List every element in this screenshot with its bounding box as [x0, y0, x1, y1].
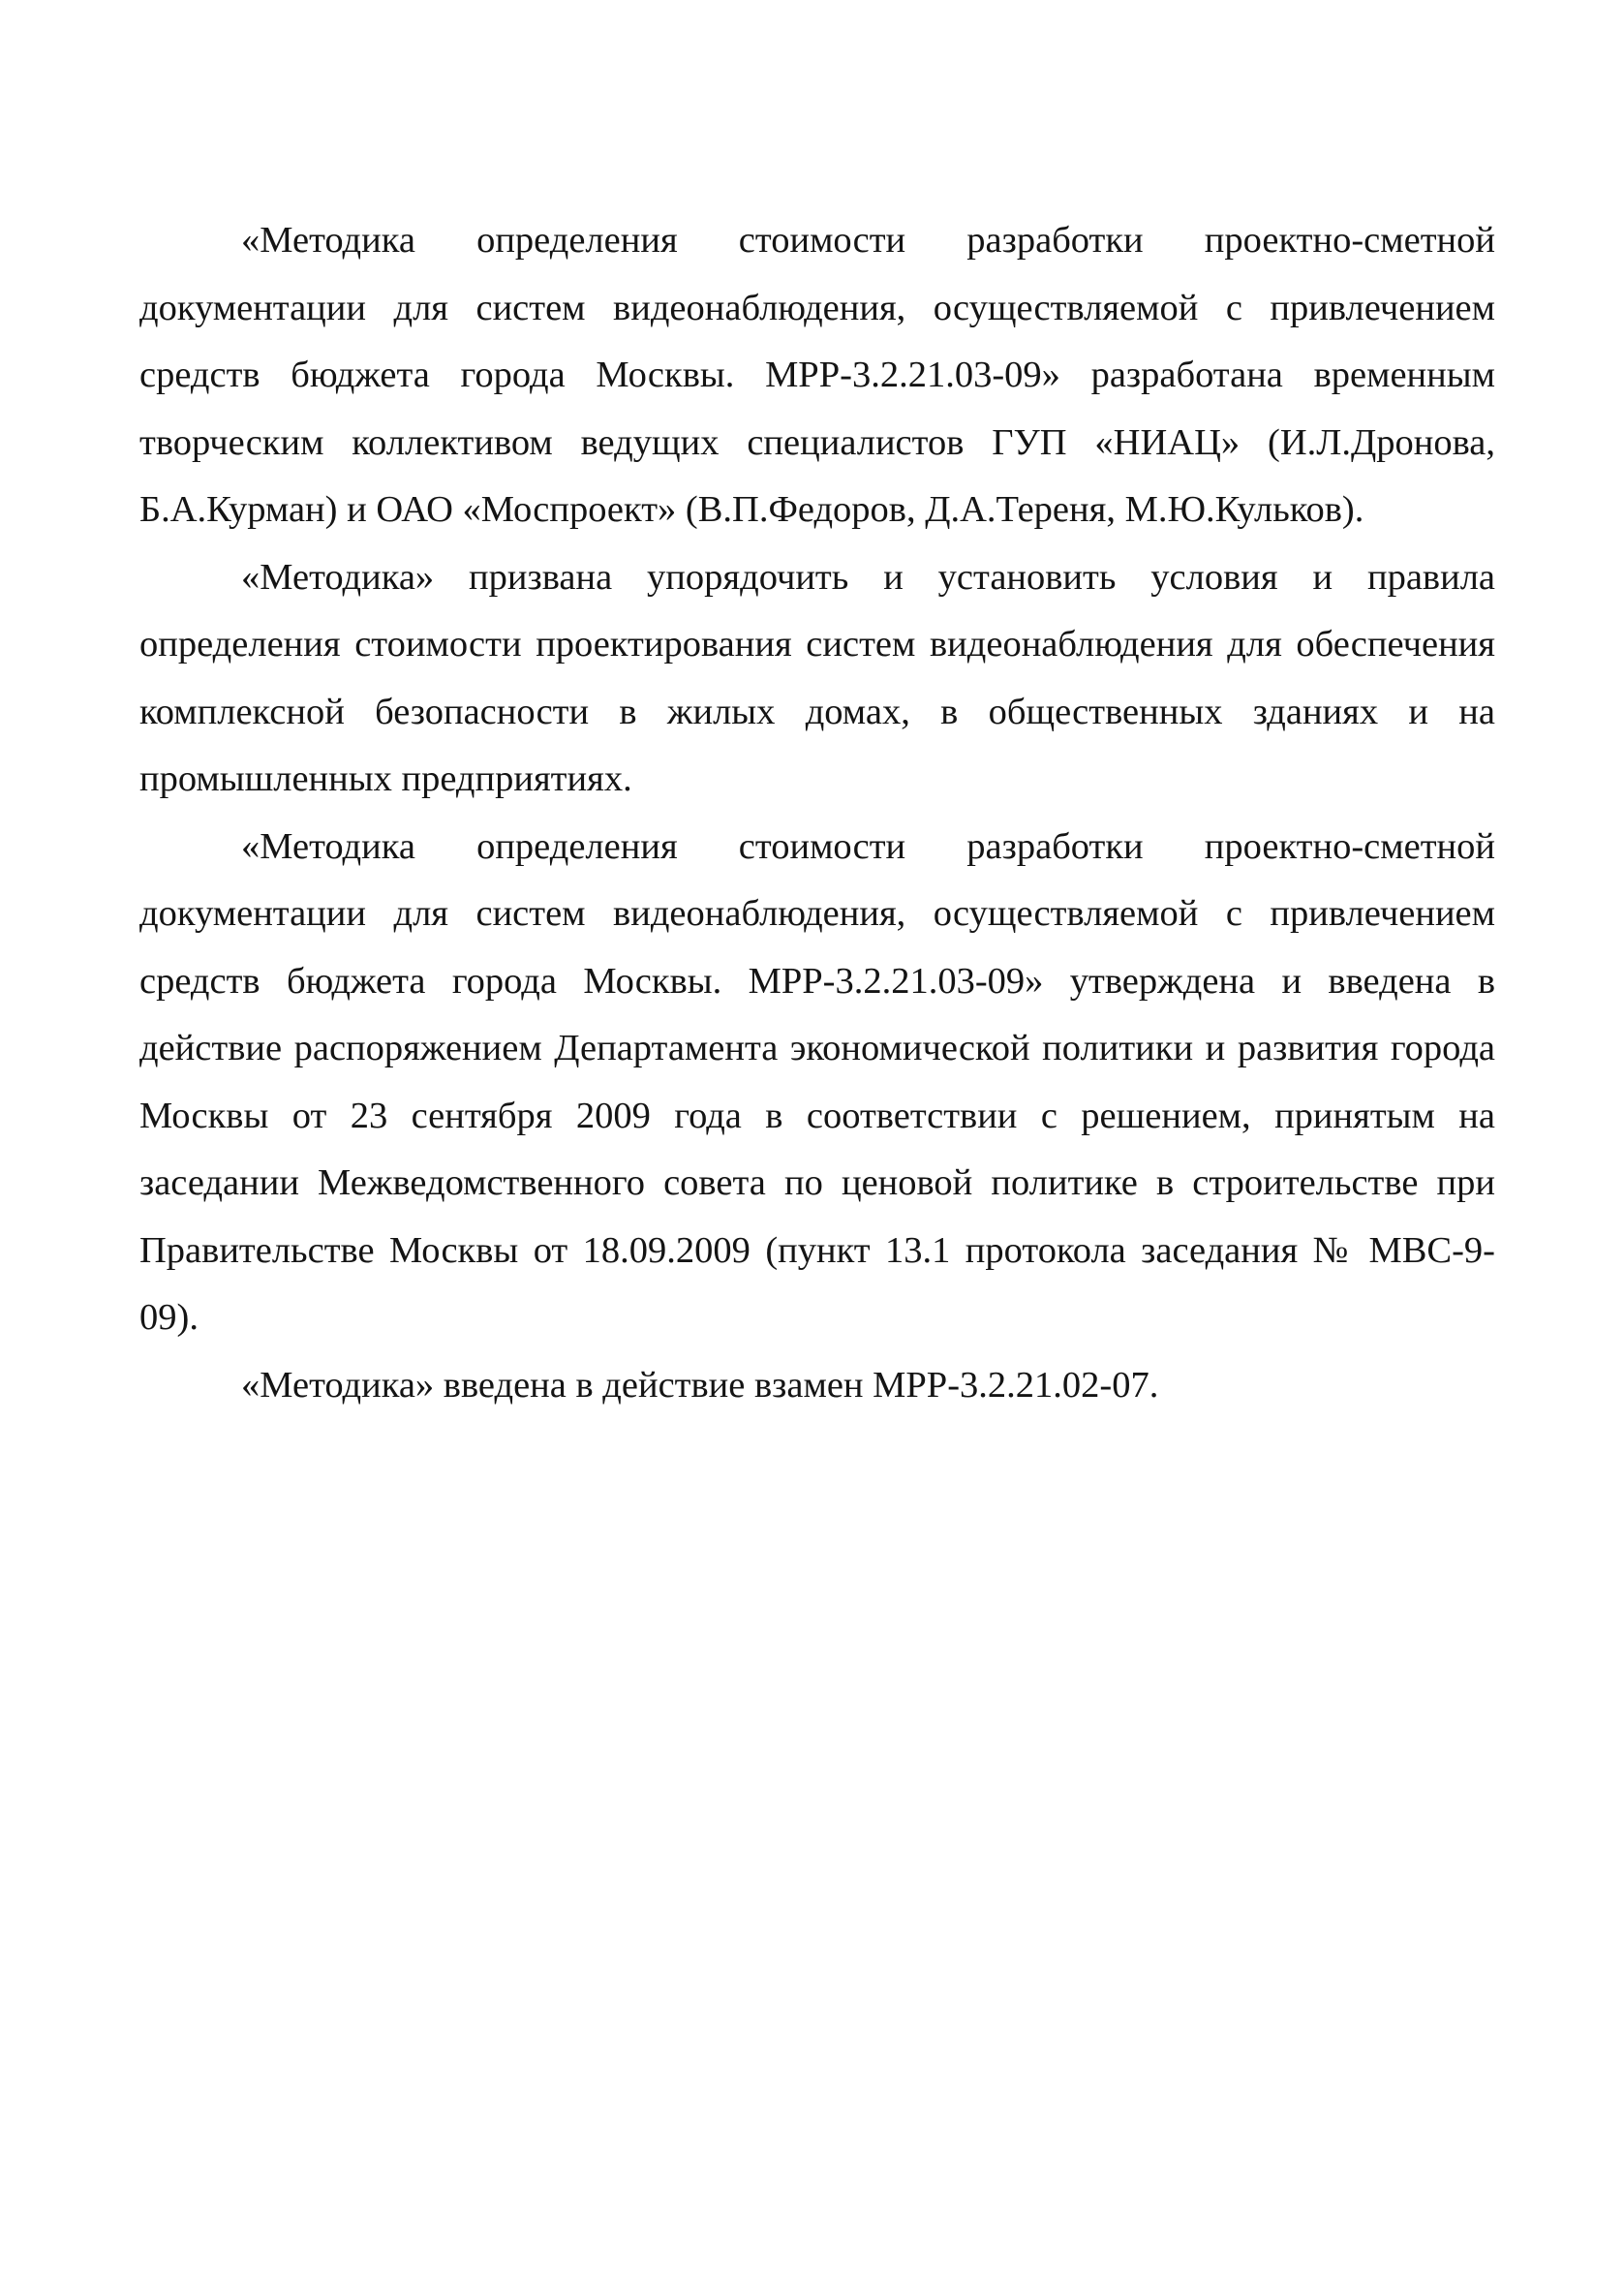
paragraph-approval: «Методика определения стоимости разработки проектно-сметной документации для систем видеонаблюдения, осуществляемой с привлечением средств бюджета города Москвы. МРР-3.2.21.03-09» утверждена и введена в действие распоряжением Департамента экономической политики и развития города Москвы от 23 сентября 2009 года в соответствии с решением, принятым на заседании Межведомственного совета по ценовой политике в строительстве при Правительстве Москвы от 18.09.2009 (пункт 13.1 протокола заседания № МВС-9-09).: [139, 825, 1495, 1338]
paragraph-authors: «Методика определения стоимости разработки проектно-сметной документации для систем видеонаблюдения, осуществляемой с привлечением средств бюджета города Москвы. МРР-3.2.21.03-09» разработана временным творческим коллективом ведущих специалистов ГУП «НИАЦ» (И.Л.Дронова, Б.А.Курман) и ОАО «Моспроект» (В.П.Федоров, Д.А.Тереня, М.Ю.Кульков).: [139, 220, 1495, 530]
paragraph-purpose: «Методика» призвана упорядочить и установить условия и правила определения стоимости проектирования систем видеонаблюдения для обеспечения комплексной безопасности в жилых домах, в общественных зданиях и на промышленных предприятиях.: [139, 556, 1495, 799]
document-body: [139, 207, 1495, 1419]
paragraph-replacement: «Методика» введена в действие взамен МРР-3.2.21.02-07.: [241, 1364, 1159, 1406]
